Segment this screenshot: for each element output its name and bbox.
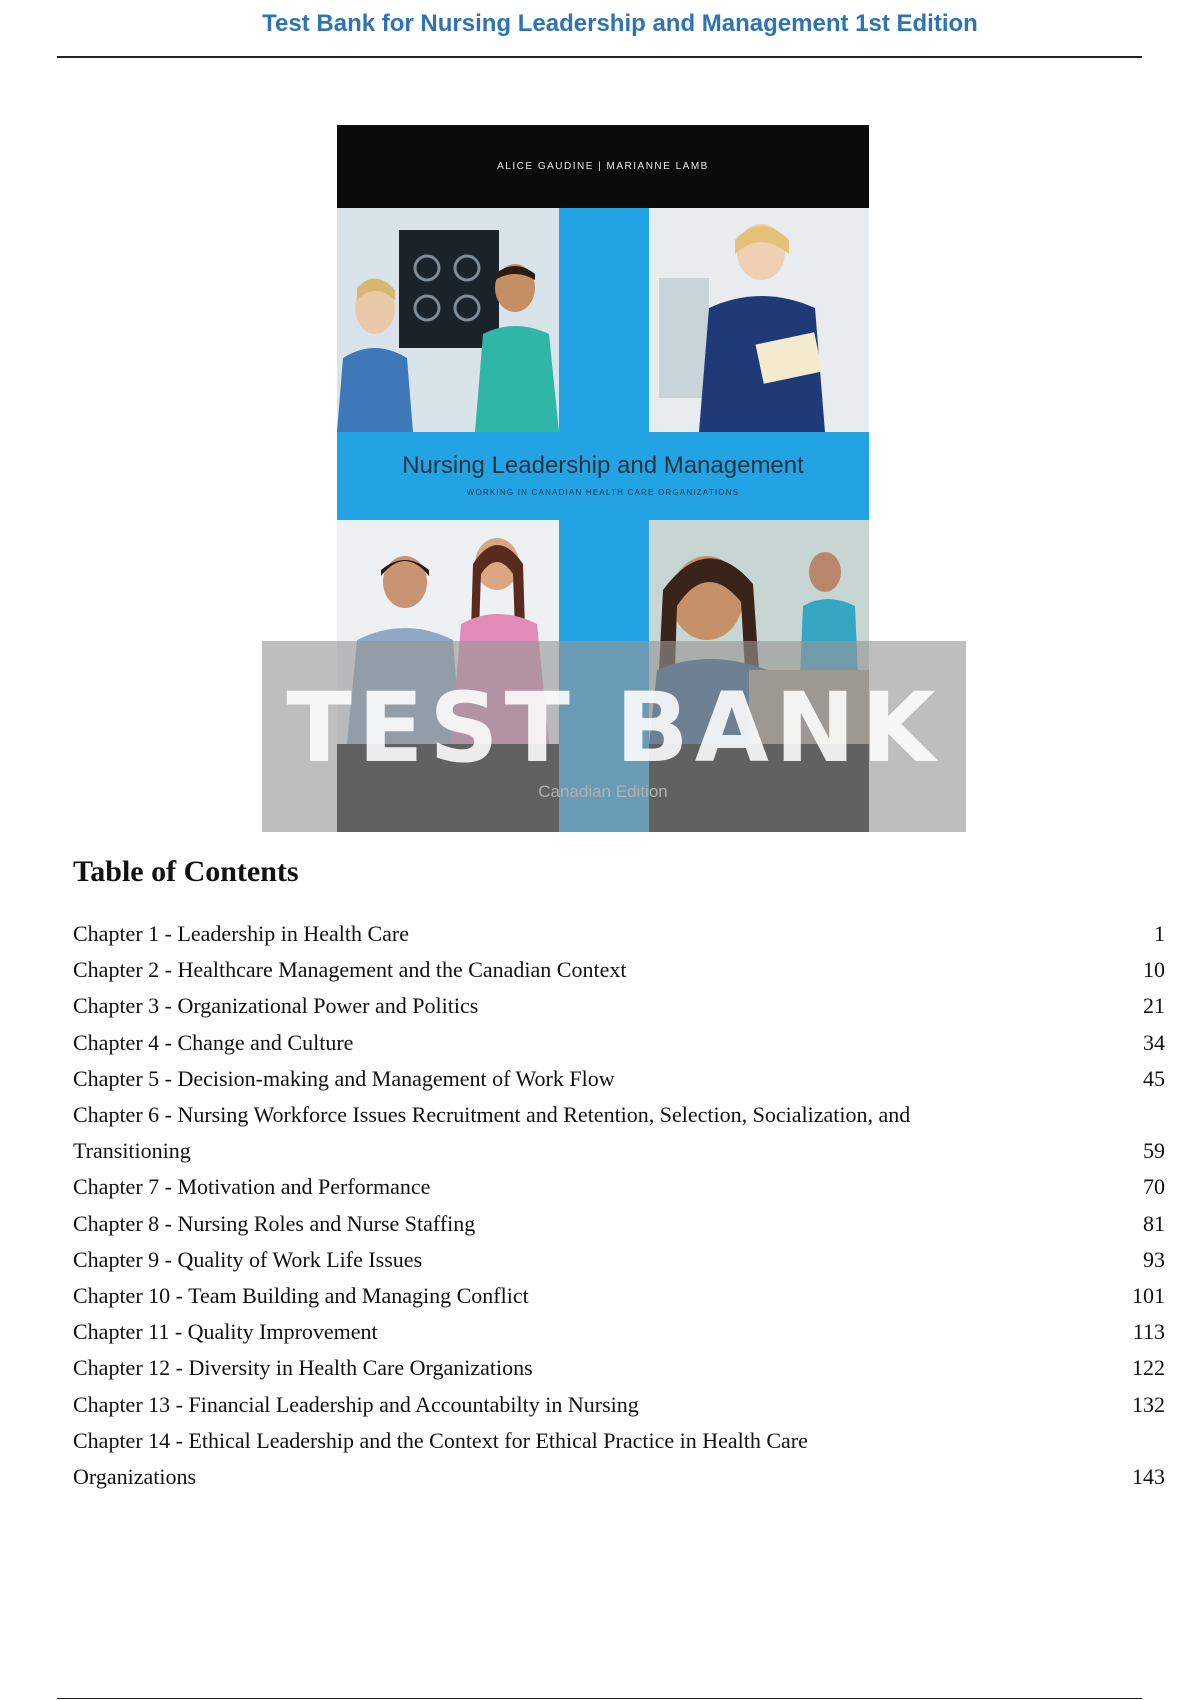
cover-subtitle: WORKING IN CANADIAN HEALTH CARE ORGANIZATIONS	[466, 488, 740, 497]
toc-entry[interactable]	[73, 1387, 1165, 1423]
toc-entry-page: 1	[1154, 921, 1165, 946]
toc-entry-title: Chapter 4 - Change and Culture	[73, 1029, 354, 1055]
toc-entry-title: Chapter 2 - Healthcare Management and the Canadian Context	[73, 957, 627, 983]
toc-entry-title: Chapter 12 - Diversity in Health Care Organizations	[73, 1355, 533, 1381]
toc-entry[interactable]	[73, 1242, 1165, 1278]
toc-entry-title: Chapter 6 - Nursing Workforce Issues Recruitment and Retention, Selection, Socialization, and Transitioning	[73, 1102, 911, 1164]
watermark-text: TEST BANK	[286, 672, 942, 784]
toc-entry-title: Chapter 1 - Leadership in Health Care	[73, 921, 409, 946]
toc-entry[interactable]	[73, 1350, 1165, 1386]
toc-entry-title: Chapter 7 - Motivation and Performance	[73, 1174, 431, 1200]
toc-entry-page: 70	[1143, 1174, 1165, 1200]
toc-entry[interactable]	[73, 1061, 1165, 1097]
toc-entry-title: Chapter 5 - Decision-making and Management of Work Flow	[73, 1065, 615, 1091]
toc-entry-page: 122	[1132, 1355, 1165, 1381]
toc-entry-title: Chapter 11 - Quality Improvement	[73, 1319, 378, 1345]
toc-entry[interactable]	[73, 988, 1165, 1024]
toc-entry-page: 81	[1143, 1210, 1165, 1236]
toc-entry[interactable]	[73, 1025, 1165, 1061]
header-rule	[57, 56, 1142, 58]
toc-entry-title: Chapter 14 - Ethical Leadership and the Context for Ethical Practice in Health Care Organizations	[73, 1427, 808, 1490]
toc-entry-page: 34	[1143, 1029, 1165, 1055]
toc-entry-title: Chapter 8 - Nursing Roles and Nurse Staffing	[73, 1210, 476, 1236]
toc-entry-page: 143	[1132, 1464, 1165, 1490]
toc-entry-page: 10	[1143, 957, 1165, 983]
toc-heading: Table of Contents	[73, 855, 299, 888]
toc-entry-page: 45	[1143, 1065, 1165, 1091]
cover-photo-xray	[337, 208, 559, 432]
cover-title: Nursing Leadership and Management	[402, 452, 804, 479]
toc-list	[73, 916, 1165, 1495]
toc-entry-page: 113	[1132, 1319, 1165, 1345]
toc-entry[interactable]	[73, 952, 1165, 988]
cover-authors: ALICE GAUDINE | MARIANNE LAMB	[497, 161, 709, 172]
toc-entry[interactable]	[73, 1314, 1165, 1350]
toc-entry[interactable]	[73, 1169, 1165, 1205]
footer-rule	[57, 1698, 1142, 1699]
toc-entry-title: Chapter 9 - Quality of Work Life Issues	[73, 1246, 423, 1272]
cover-title-band	[337, 432, 869, 520]
toc-entry-page: 132	[1132, 1391, 1165, 1417]
toc-entry-title: Chapter 10 - Team Building and Managing Conflict	[73, 1283, 529, 1309]
toc-entry-title: Chapter 13 - Financial Leadership and Accountabilty in Nursing	[73, 1391, 639, 1417]
toc-entry[interactable]	[73, 1278, 1165, 1314]
toc-entry-title: Chapter 3 - Organizational Power and Politics	[73, 993, 479, 1019]
toc-entry[interactable]	[73, 1423, 1165, 1495]
page-header-title: Test Bank for Nursing Leadership and Management 1st Edition	[262, 10, 978, 37]
toc-entry[interactable]	[73, 1097, 1165, 1169]
toc-entry-page: 93	[1143, 1246, 1165, 1272]
toc-entry[interactable]	[73, 1206, 1165, 1242]
cover-photo-nurse	[649, 208, 869, 432]
toc-entry-page: 21	[1143, 993, 1165, 1019]
toc-entry[interactable]	[73, 916, 1165, 952]
toc-entry-page: 101	[1132, 1283, 1165, 1309]
toc-entry-page: 59	[1143, 1138, 1165, 1164]
